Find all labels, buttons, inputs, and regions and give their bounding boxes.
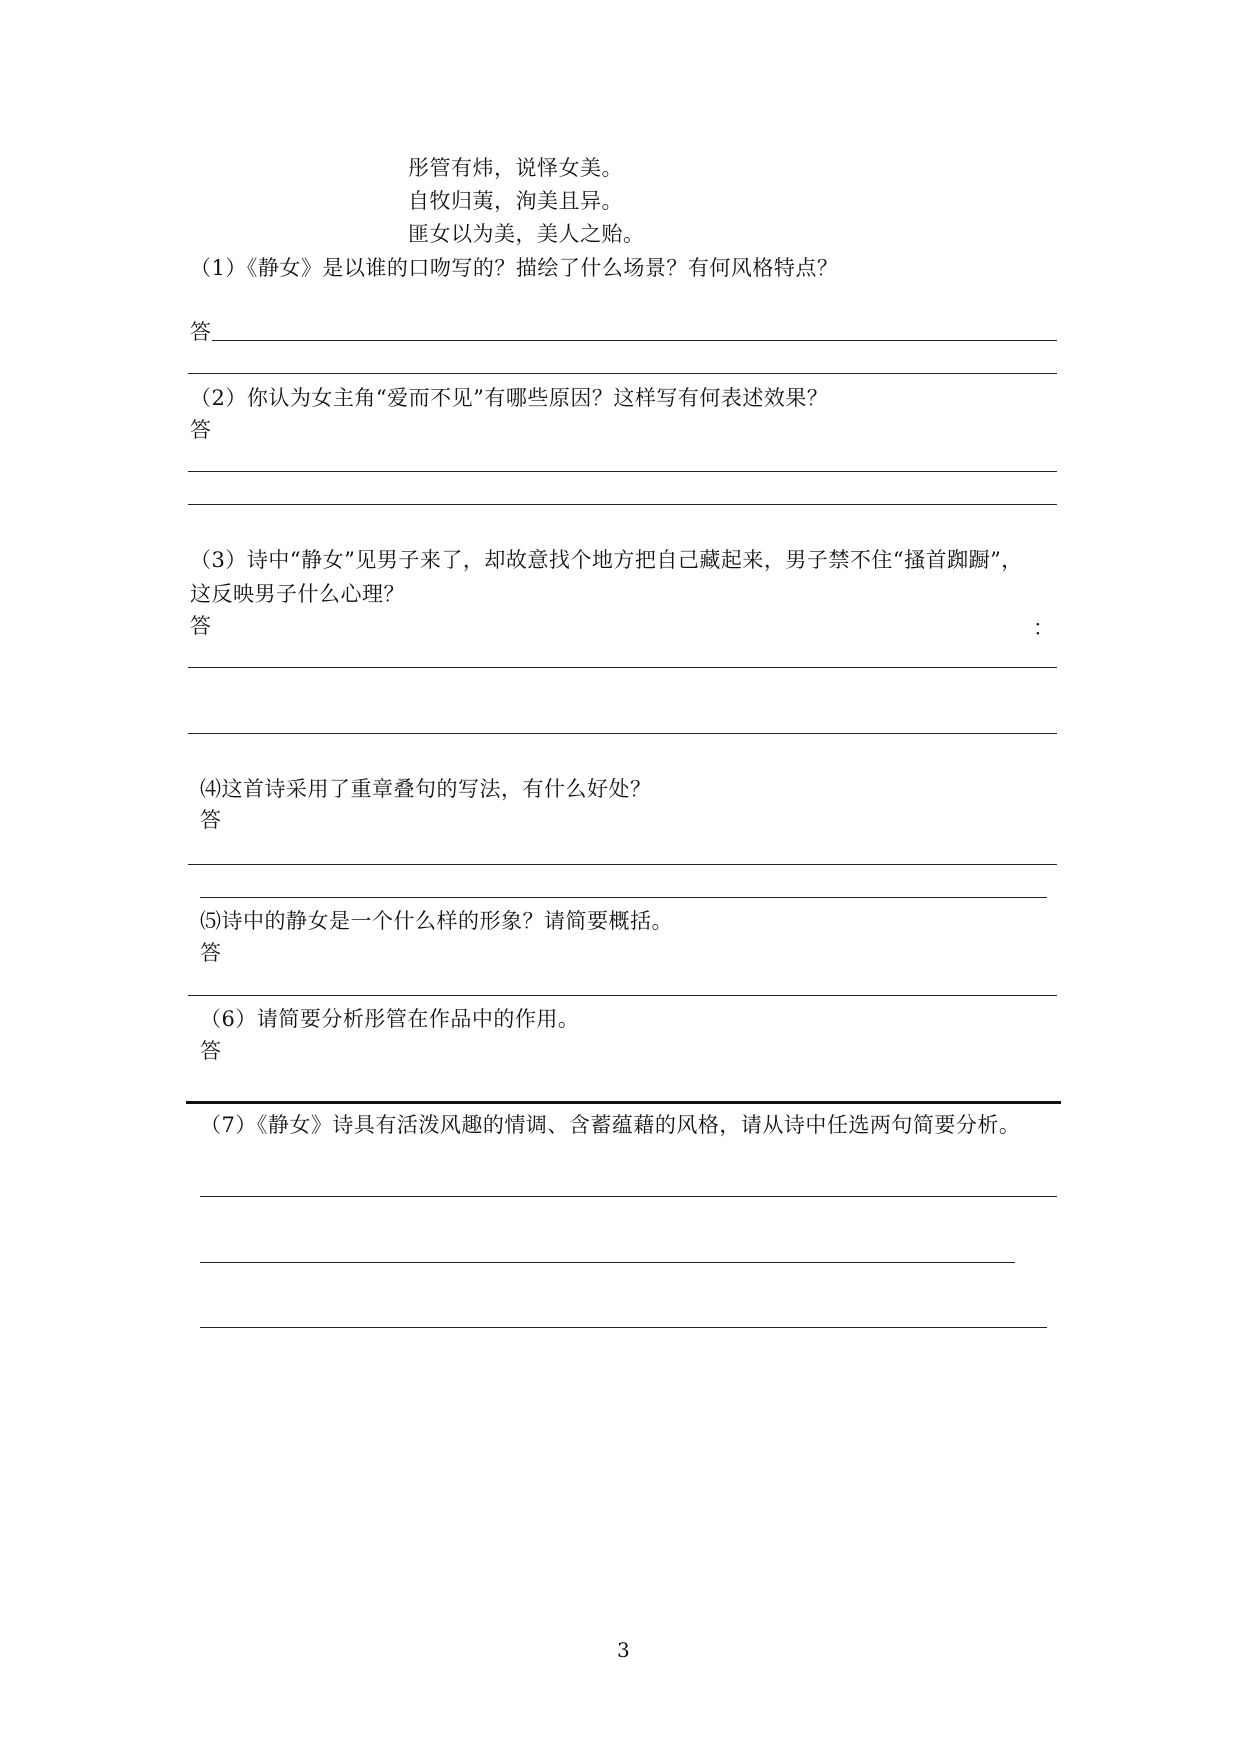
answer-label-3: 答 (190, 614, 212, 638)
question-3-line-1: （3）诗中“静女”见男子来了，却故意找个地方把自己藏起来，男子禁不住“搔首踟蹰”， (190, 548, 1023, 572)
answer-line (200, 1262, 1015, 1263)
answer-line (200, 1196, 1057, 1197)
answer-label-1: 答 (190, 320, 212, 344)
section-divider (186, 1101, 1061, 1104)
answer-label-5: 答 (200, 941, 222, 965)
question-4: ⑷这首诗采用了重章叠句的写法，有什么好处？ (200, 777, 652, 801)
question-6: （6）请简要分析彤管在作品中的作用。 (200, 1007, 580, 1031)
answer-label-4: 答 (200, 808, 222, 832)
answer-label-2: 答 (190, 418, 212, 442)
question-1: （1）《静女》是以谁的口吻写的？描绘了什么场景？有何风格特点？ (190, 256, 839, 280)
question-2: （2）你认为女主角“爱而不见”有哪些原因？这样写有何表述效果？ (190, 386, 829, 410)
answer-line (188, 995, 1057, 996)
poem-line-1: 彤管有炜，说怿女美。 (408, 156, 623, 180)
answer-line (188, 471, 1057, 472)
page-number: 3 (617, 1638, 630, 1662)
question-3-line-2: 这反映男子什么心理？ (190, 582, 405, 606)
answer-line (188, 733, 1057, 734)
question-5: ⑸诗中的静女是一个什么样的形象？请简要概括。 (200, 909, 673, 933)
answer-line (212, 340, 1057, 341)
poem-line-2: 自牧归荑，洵美且异。 (408, 189, 623, 213)
stray-colon: ： (1033, 616, 1055, 640)
answer-line (200, 897, 1047, 898)
answer-line (188, 373, 1057, 374)
answer-line (188, 667, 1057, 668)
answer-label-6: 答 (200, 1039, 222, 1063)
answer-line (188, 864, 1057, 865)
question-7: （7）《静女》诗具有活泼风趣的情调、含蓄蕴藉的风格，请从诗中任选两句简要分析。 (200, 1113, 1021, 1137)
poem-line-3: 匪女以为美，美人之贻。 (408, 222, 645, 246)
answer-line (188, 504, 1057, 505)
answer-line (200, 1327, 1047, 1328)
